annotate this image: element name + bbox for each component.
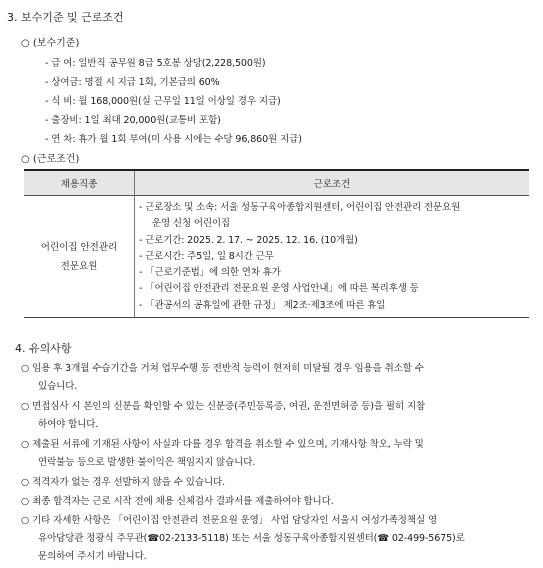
- work-condition-table: [24, 169, 529, 318]
- condition-holidays: - 「관공서의 공휴일에 관한 규정」 제2조·제3조에 따른 휴일: [139, 299, 386, 311]
- condition-workplace: - 근로장소 및 소속: 서울 성동구육아종합지원센터, 어린이집 안전관리 전문요원: [139, 202, 461, 213]
- pay-item-travel: - 출장비: 1일 최대 20,000원(교통비 포함): [45, 115, 221, 126]
- condition-annual-leave: - 「근로기준법」에 의한 연차 휴가: [139, 267, 281, 279]
- note-documents-cont: 연락불능 등으로 발생한 불이익은 책임지지 않습니다.: [38, 457, 256, 468]
- pay-item-salary: - 급 여: 일반직 공무원 8급 5호봉 상당(2,228,500원): [45, 58, 266, 69]
- section3-title: 3. 보수기준 및 근로조건: [7, 11, 124, 24]
- job-title-cell: [24, 196, 135, 318]
- table-header-row: [24, 170, 529, 196]
- note-contact-cont: 유아담당관 정광식 주무관(☎02-2133-5118) 또는 서울 성동구육아종합지원센터(☎ 02-499-5675)로: [38, 533, 465, 544]
- note-no-qualified: ○ 적격자가 없는 경우 선발하지 않을 수 있습니다.: [21, 477, 226, 488]
- conditions-cell: [135, 196, 530, 318]
- condition-welfare: - 「어린이집 안전관리 전문요원 운영 사업안내」에 따른 복리후생 등: [139, 283, 419, 295]
- section4-title: 4. 유의사항: [15, 342, 72, 355]
- table-row: [24, 196, 529, 318]
- pay-standard-heading: ○ (보수기준): [21, 38, 80, 49]
- pay-item-meal: - 식 비: 월 168,000원(실 근무일 11일 이상일 경우 지급): [45, 96, 281, 107]
- note-contact: ○ 기타 자세한 사항은 「어린이집 안전관리 전문요원 운영」 사업 담당자인 서울시 여성가족정책실 영: [21, 515, 438, 526]
- note-contact-cont2: 문의하여 주시기 바랍니다.: [38, 551, 147, 562]
- pay-item-leave: - 연 차: 휴가 월 1회 부여(미 사용 시에는 수당 96,860원 지급): [45, 134, 302, 145]
- condition-hours: - 근로시간: 주5일, 일 8시간 근무: [139, 250, 274, 262]
- col-header-conditions: 근로조건: [135, 170, 530, 196]
- job-title-line1: 어린이집 안전관리: [40, 241, 118, 253]
- note-probation: ○ 임용 후 3개월 수습기간을 거쳐 업무수행 등 전반적 능력이 현저히 미달될 경우 임용을 취소할 수: [21, 363, 424, 374]
- note-documents: ○ 제출된 서류에 기재된 사항이 사실과 다를 경우 합격을 취소할 수 있으며, 기재사항 착오, 누락 및: [21, 439, 424, 450]
- condition-period: - 근로기간: 2025. 2. 17. ~ 2025. 12. 16. (10개월): [139, 234, 358, 246]
- note-health-check: ○ 최종 합격자는 근로 시작 전에 채용 신체검사 결과서를 제출하여야 합니다.: [21, 496, 334, 507]
- note-probation-cont: 있습니다.: [38, 381, 78, 392]
- pay-item-bonus: - 상여금: 명절 시 지급 1회, 기본급의 60%: [45, 77, 220, 88]
- job-title-line2: 전문요원: [60, 260, 98, 272]
- note-id-card-cont: 하여야 합니다.: [38, 419, 99, 430]
- note-id-card: ○ 면접심사 시 본인의 신분을 확인할 수 있는 신분증(주민등록증, 여권, 운전면허증 등)을 필히 지참: [21, 401, 426, 412]
- condition-workplace-cont: 운영 신청 어린이집: [152, 218, 230, 230]
- work-condition-heading: ○ (근로조건): [21, 154, 80, 165]
- col-header-job: 채용직종: [24, 170, 135, 196]
